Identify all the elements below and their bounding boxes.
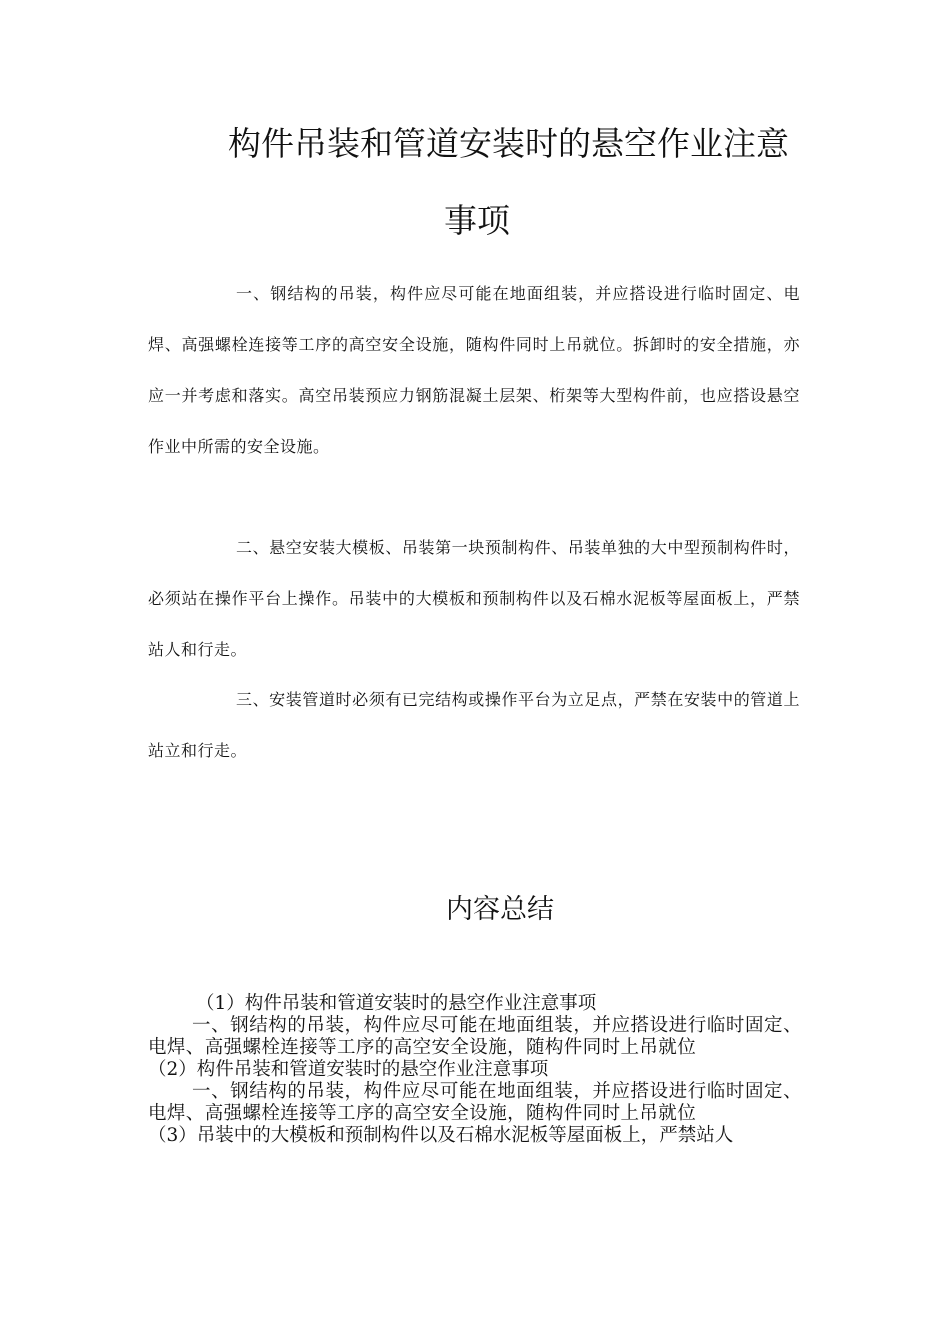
summary-section	[148, 993, 802, 1147]
summary-item-title: （2）构件吊装和管道安装时的悬空作业注意事项	[148, 1059, 549, 1080]
paragraph-3: 三、安装管道时必须有已完结构或操作平台为立足点，严禁在安装中的管道上站立和行走。	[148, 690, 800, 760]
document-title-line-1: 构件吊装和管道安装时的悬空作业注意	[228, 124, 789, 163]
paragraph-2: 二、悬空安装大模板、吊装第一块预制构件、吊装单独的大中型预制构件时，必须站在操作平台上操作。吊装中的大模板和预制构件以及石棉水泥板等屋面板上，严禁站人和行走。	[148, 538, 800, 659]
paragraph-1: 一、钢结构的吊装，构件应尽可能在地面组装，并应搭设进行临时固定、电焊、高强螺栓连接等工序的高空安全设施，随构件同时上吊就位。拆卸时的安全措施，亦应一并考虑和落实。高空吊装预应力钢筋混凝土层架、桁架等大型构件前，也应搭设悬空作业中所需的安全设施。	[148, 284, 800, 456]
summary-item-body: 一、钢结构的吊装，构件应尽可能在地面组装，并应搭设进行临时固定、电焊、高强螺栓连接等工序的高空安全设施，随构件同时上吊就位	[148, 1015, 802, 1058]
summary-item	[148, 1125, 802, 1147]
document-title-line-2: 事项	[444, 201, 510, 240]
summary-item-title: （3）吊装中的大模板和预制构件以及石棉水泥板等屋面板上，严禁站人	[148, 1125, 734, 1146]
summary-item	[148, 1059, 802, 1125]
summary-item-body: 一、钢结构的吊装，构件应尽可能在地面组装，并应搭设进行临时固定、电焊、高强螺栓连接等工序的高空安全设施，随构件同时上吊就位	[148, 1081, 802, 1124]
summary-heading: 内容总结	[446, 894, 554, 925]
summary-item-title: （1）构件吊装和管道安装时的悬空作业注意事项	[196, 993, 597, 1014]
summary-item	[148, 993, 802, 1059]
